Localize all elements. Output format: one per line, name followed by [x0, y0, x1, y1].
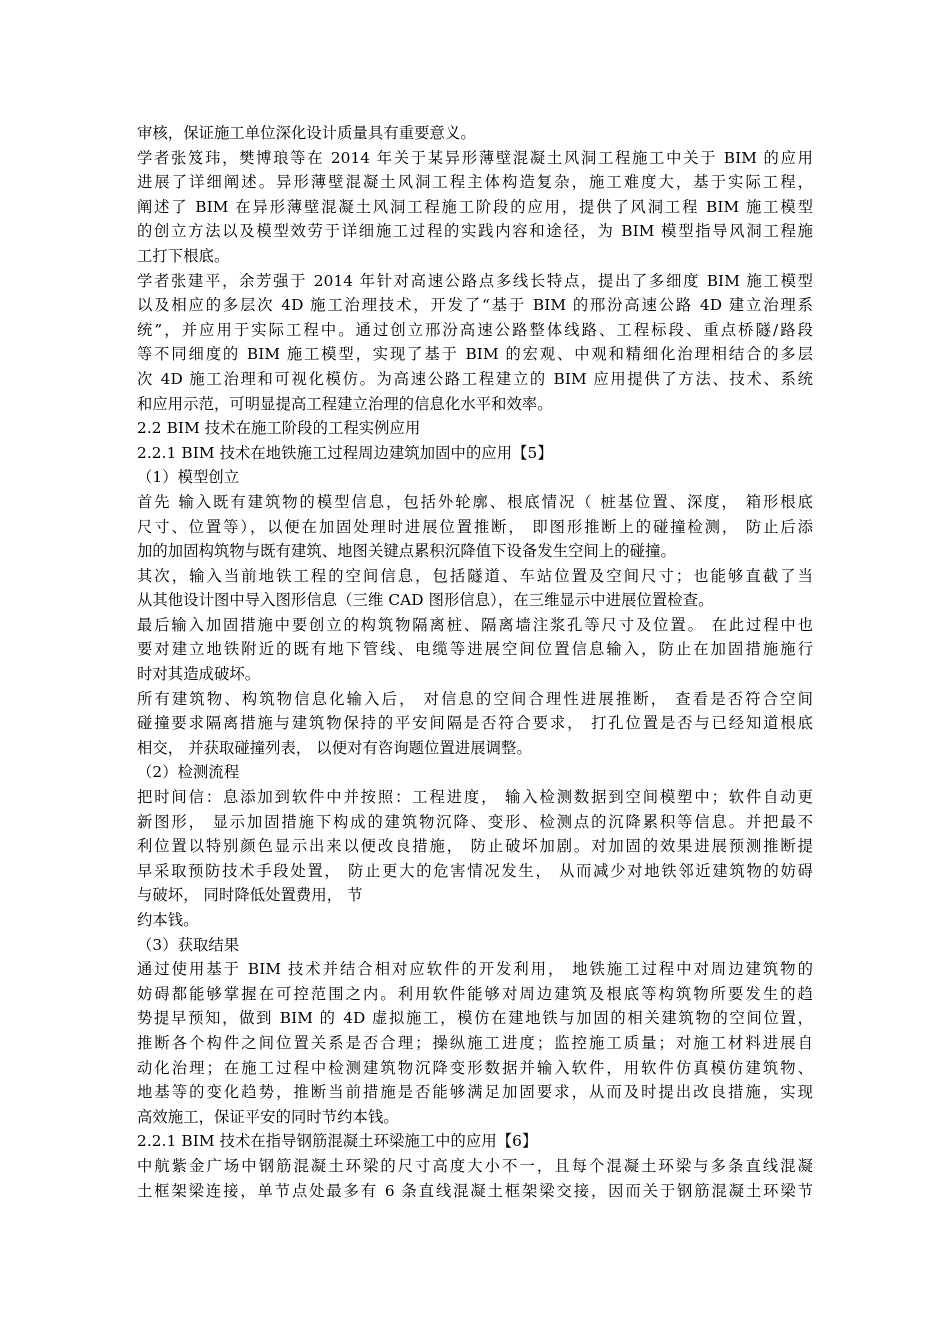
- text-line: 高效施工，保证平安的同时节约本钱。: [137, 1107, 399, 1126]
- text-line: 2.2.1 BIM 技术在指导钢筋混凝土环梁施工中的应用【6】: [137, 1132, 538, 1151]
- text-line: 和应用示范，可明显提高工程建立治理的信息化水平和效率。: [137, 394, 553, 413]
- text-line: 相交， 并获取碰撞列表， 以便对有咨询题位置进展调整。: [137, 738, 532, 757]
- text-line: 妨碍都能够掌握在可控范围之内。利用软件能够对周边建筑及根底等构筑物所要发生的趋: [137, 984, 813, 1003]
- text-line: 其次，输入当前地铁工程的空间信息，包括隧道、车站位置及空间尺寸；也能够直截了当: [137, 566, 813, 585]
- text-line: 2.2.1 BIM 技术在地铁施工过程周边建筑加固中的应用【5】: [137, 443, 553, 462]
- text-line: 次 4D 施工治理和可视化模仿。为高速公路工程建立的 BIM 应用提供了方法、技术、系统: [137, 369, 813, 388]
- text-line: 利位置以特别颜色显示出来以便改良措施， 防止破坏加剧。对加固的效果进展预测推断提: [137, 837, 813, 856]
- text-line: 时对其造成破坏。: [137, 665, 261, 684]
- text-line: 势提早预知，做到 BIM 的 4D 虚拟施工，模仿在建地铁与加固的相关建筑物的空间位置，: [137, 1009, 813, 1028]
- text-line: 学者张建平，余芳强于 2014 年针对高速公路点多线长特点，提出了多细度 BIM 施工模型: [137, 271, 813, 290]
- text-line: 工打下根底。: [137, 246, 230, 265]
- text-line: （2）检测流程: [137, 763, 240, 782]
- text-line: 中航紫金广场中钢筋混凝土环梁的尺寸高度大小不一，且每个混凝土环梁与多条直线混凝: [137, 1156, 813, 1175]
- text-line: （3）获取结果: [137, 935, 240, 954]
- text-line: 等不同细度的 BIM 施工模型，实现了基于 BIM 的宏观、中观和精细化治理相结合的多层: [137, 345, 813, 364]
- text-line: 审核，保证施工单位深化设计质量具有重要意义。: [137, 124, 476, 142]
- text-line: 阐述了 BIM 在异形薄壁混凝土风洞工程施工阶段的应用，提供了风洞工程 BIM 施工模型: [137, 197, 813, 216]
- text-line: 早采取预防技术手段处置， 防止更大的危害情况发生， 从而减少对地铁邻近建筑物的妨碍: [137, 861, 813, 880]
- text-line: 从其他设计图中导入图形信息（三维 CAD 图形信息），在三维显示中进展位置检查。: [137, 591, 714, 610]
- text-line: 推断各个构件之间位置关系是否合理；操纵施工进度；监控施工质量；对施工材料进展自: [137, 1033, 813, 1052]
- text-line: 尺寸、位置等），以便在加固处理时进展位置推断， 即图形推断上的碰撞检测， 防止后添: [137, 517, 813, 536]
- text-line: 加的加固构筑物与既有建筑、地图关键点累积沉降值下设备发生空间上的碰撞。: [137, 542, 676, 561]
- text-line: 地基等的变化趋势，推断当前措施是否能够满足加固要求，从而及时提出改良措施，实现: [137, 1083, 813, 1102]
- text-line: 把时间信：息添加到软件中并按照：工程进度， 输入检测数据到空间模塑中；软件自动更: [137, 788, 813, 807]
- text-line: （1）模型创立: [137, 468, 240, 487]
- text-line: 与破坏， 同时降低处置费用， 节: [137, 886, 363, 905]
- text-line: 统”，并应用于实际工程中。通过创立邢汾高速公路整体线路、工程标段、重点桥隧/路段: [137, 320, 813, 339]
- text-line: 要对建立地铁附近的既有地下管线、电缆等进展空间位置信息输入，防止在加固措施施行: [137, 640, 813, 659]
- text-line: 首先 输入既有建筑物的模型信息，包括外轮廓、根底情况（ 桩基位置、深度， 箱形根底: [137, 492, 813, 511]
- text-line: 最后输入加固措施中要创立的构筑物隔离桩、隔离墙注浆孔等尺寸及位置。 在此过程中也: [137, 615, 813, 634]
- text-line: 学者张笈玮，樊博琅等在 2014 年关于某异形薄壁混凝土风洞工程施工中关于 BIM 的应用: [137, 148, 813, 167]
- text-line: 通过使用基于 BIM 技术并结合相对应软件的开发利用， 地铁施工过程中对周边建筑物的: [137, 960, 813, 979]
- text-line: 2.2 BIM 技术在施工阶段的工程实例应用: [137, 419, 421, 438]
- text-line: 以及相应的多层次 4D 施工治理技术，开发了“基于 BIM 的邢汾高速公路 4D 建立治理系: [137, 296, 813, 315]
- text-line: 土框架梁连接，单节点处最多有 6 条直线混凝土框架梁交接，因而关于钢筋混凝土环梁节: [137, 1181, 813, 1200]
- text-line: 碰撞要求隔离措施与建筑物保持的平安间隔是否符合要求， 打孔位置是否与已经知道根底: [137, 714, 813, 733]
- text-line: 的创立方法以及模型效劳于详细施工过程的实践内容和途径，为 BIM 模型指导风洞工程施: [137, 222, 813, 241]
- text-line: 新图形， 显示加固措施下构成的建筑物沉降、变形、检测点的沉降累积等信息。并把最不: [137, 812, 813, 831]
- text-line: 所有建筑物、构筑物信息化输入后， 对信息的空间合理性进展推断， 查看是否符合空间: [137, 689, 813, 708]
- document-body: [137, 121, 813, 1203]
- text-line: 进展了详细阐述。异形薄壁混凝土风洞工程主体构造复杂，施工难度大，基于实际工程，: [137, 173, 813, 192]
- text-line: 动化治理；在施工过程中检测建筑物沉降变形数据并输入软件，用软件仿真模仿建筑物、: [137, 1058, 813, 1077]
- text-line: 约本钱。: [137, 911, 199, 929]
